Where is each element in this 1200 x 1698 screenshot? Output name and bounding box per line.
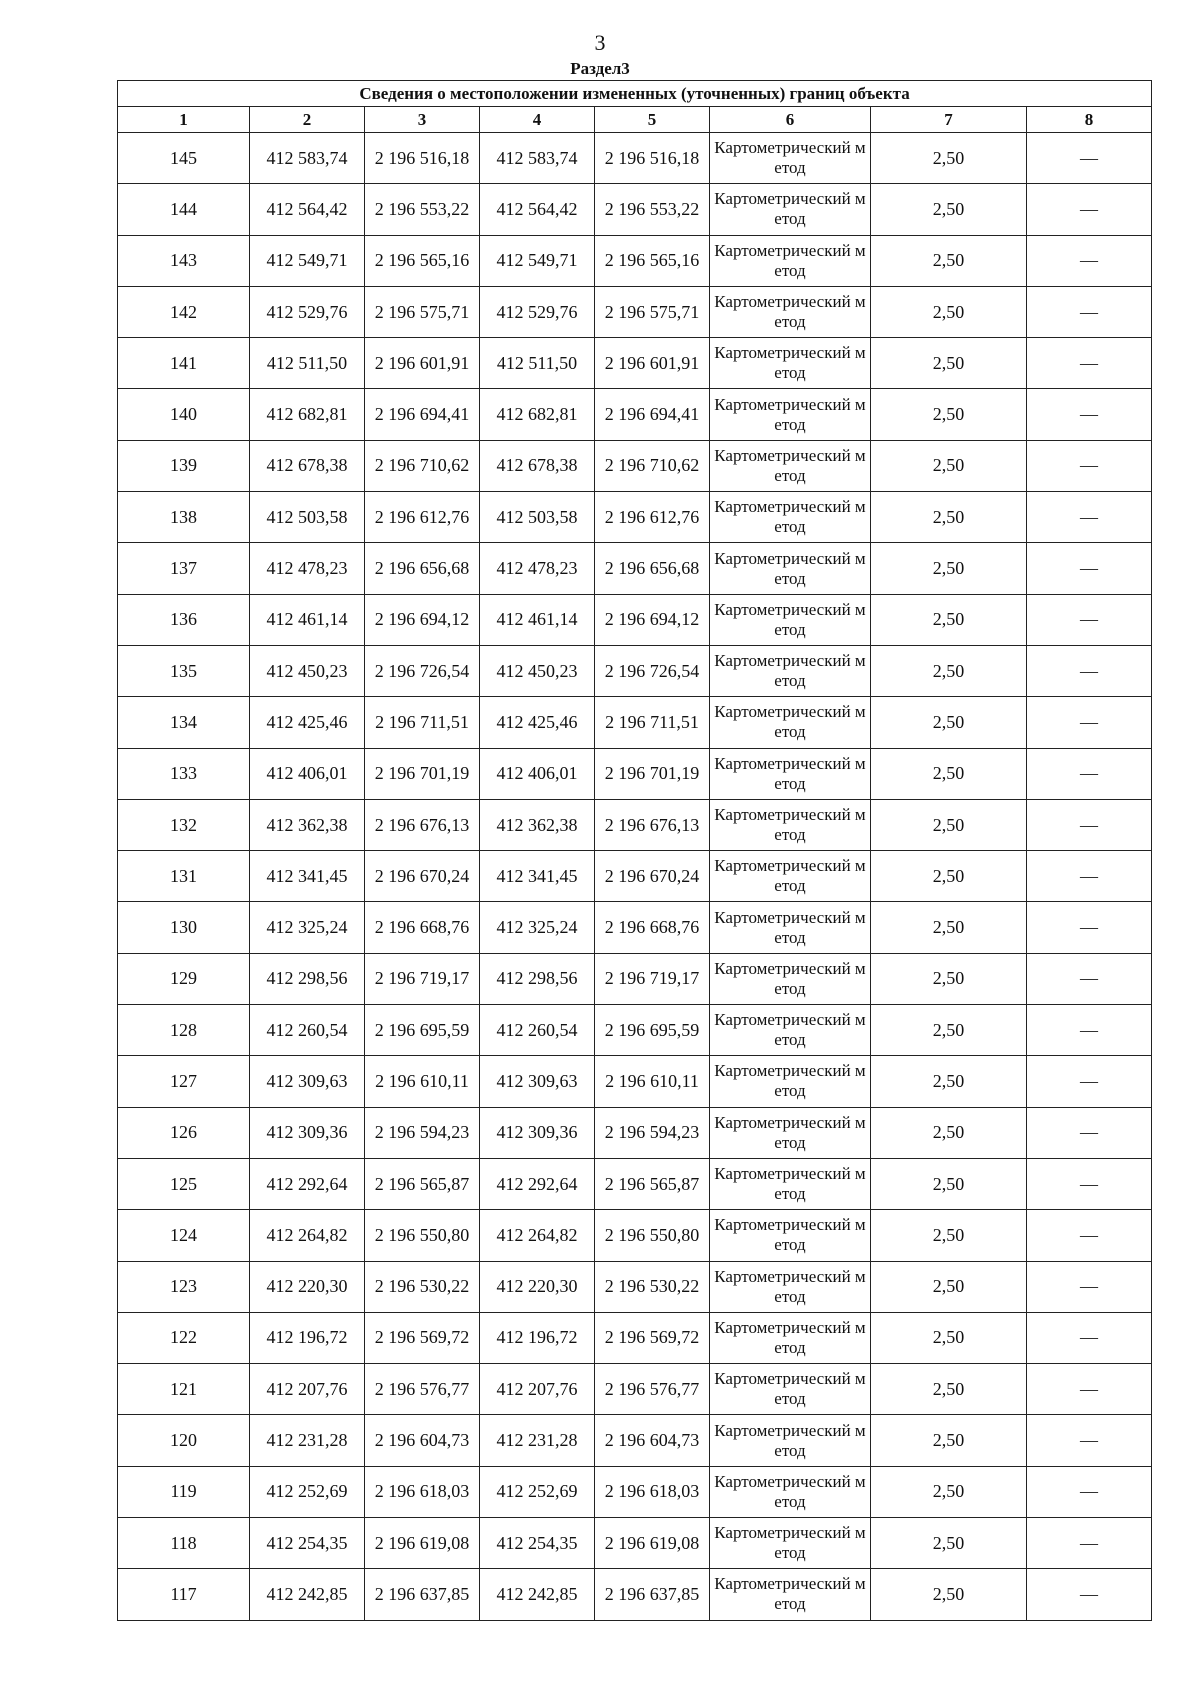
accuracy-cell: 2,50 <box>871 492 1027 543</box>
x-new-cell: 412 231,28 <box>480 1415 595 1466</box>
y-old-cell: 2 196 576,77 <box>365 1364 480 1415</box>
x-new-cell: 412 425,46 <box>480 697 595 748</box>
y-old-cell: 2 196 711,51 <box>365 697 480 748</box>
table-row <box>118 594 1152 645</box>
x-new-cell: 412 511,50 <box>480 338 595 389</box>
y-old-cell: 2 196 553,22 <box>365 184 480 235</box>
y-old-cell: 2 196 530,22 <box>365 1261 480 1312</box>
y-new-cell: 2 196 710,62 <box>595 440 710 491</box>
x-new-cell: 412 549,71 <box>480 235 595 286</box>
x-new-cell: 412 252,69 <box>480 1466 595 1517</box>
coordinates-table <box>117 80 1152 1621</box>
y-new-cell: 2 196 619,08 <box>595 1518 710 1569</box>
y-old-cell: 2 196 670,24 <box>365 851 480 902</box>
point-number-cell: 132 <box>118 799 250 850</box>
y-old-cell: 2 196 619,08 <box>365 1518 480 1569</box>
y-new-cell: 2 196 565,87 <box>595 1158 710 1209</box>
y-new-cell: 2 196 618,03 <box>595 1466 710 1517</box>
y-old-cell: 2 196 726,54 <box>365 645 480 696</box>
column-number-3: 3 <box>365 107 480 133</box>
x-new-cell: 412 207,76 <box>480 1364 595 1415</box>
method-cell: Картометрический метод <box>710 235 871 286</box>
x-new-cell: 412 196,72 <box>480 1312 595 1363</box>
method-cell: Картометрический метод <box>710 1569 871 1620</box>
y-new-cell: 2 196 550,80 <box>595 1210 710 1261</box>
method-cell: Картометрический метод <box>710 1107 871 1158</box>
accuracy-cell: 2,50 <box>871 697 1027 748</box>
accuracy-cell: 2,50 <box>871 1518 1027 1569</box>
x-old-cell: 412 242,85 <box>250 1569 365 1620</box>
x-old-cell: 412 298,56 <box>250 953 365 1004</box>
y-old-cell: 2 196 565,87 <box>365 1158 480 1209</box>
x-old-cell: 412 425,46 <box>250 697 365 748</box>
method-cell: Картометрический метод <box>710 184 871 235</box>
description-cell: — <box>1027 1312 1152 1363</box>
point-number-cell: 118 <box>118 1518 250 1569</box>
point-number-cell: 138 <box>118 492 250 543</box>
x-new-cell: 412 292,64 <box>480 1158 595 1209</box>
x-old-cell: 412 461,14 <box>250 594 365 645</box>
method-cell: Картометрический метод <box>710 286 871 337</box>
accuracy-cell: 2,50 <box>871 1210 1027 1261</box>
y-new-cell: 2 196 594,23 <box>595 1107 710 1158</box>
y-new-cell: 2 196 695,59 <box>595 1005 710 1056</box>
y-new-cell: 2 196 569,72 <box>595 1312 710 1363</box>
point-number-cell: 130 <box>118 902 250 953</box>
method-cell: Картометрический метод <box>710 594 871 645</box>
method-cell: Картометрический метод <box>710 440 871 491</box>
y-old-cell: 2 196 694,12 <box>365 594 480 645</box>
y-old-cell: 2 196 565,16 <box>365 235 480 286</box>
accuracy-cell: 2,50 <box>871 1158 1027 1209</box>
method-cell: Картометрический метод <box>710 1261 871 1312</box>
x-new-cell: 412 678,38 <box>480 440 595 491</box>
description-cell: — <box>1027 1210 1152 1261</box>
point-number-cell: 133 <box>118 748 250 799</box>
method-cell: Картометрический метод <box>710 1312 871 1363</box>
table-row <box>118 1415 1152 1466</box>
x-new-cell: 412 242,85 <box>480 1569 595 1620</box>
point-number-cell: 117 <box>118 1569 250 1620</box>
accuracy-cell: 2,50 <box>871 1261 1027 1312</box>
description-cell: — <box>1027 902 1152 953</box>
table-row <box>118 286 1152 337</box>
y-new-cell: 2 196 711,51 <box>595 697 710 748</box>
y-new-cell: 2 196 694,41 <box>595 389 710 440</box>
column-number-5: 5 <box>595 107 710 133</box>
description-cell: — <box>1027 338 1152 389</box>
accuracy-cell: 2,50 <box>871 851 1027 902</box>
y-new-cell: 2 196 565,16 <box>595 235 710 286</box>
y-old-cell: 2 196 516,18 <box>365 133 480 184</box>
x-old-cell: 412 309,36 <box>250 1107 365 1158</box>
description-cell: — <box>1027 1466 1152 1517</box>
x-old-cell: 412 678,38 <box>250 440 365 491</box>
y-old-cell: 2 196 637,85 <box>365 1569 480 1620</box>
x-new-cell: 412 309,63 <box>480 1056 595 1107</box>
method-cell: Картометрический метод <box>710 1210 871 1261</box>
table-body <box>118 133 1152 1621</box>
y-new-cell: 2 196 670,24 <box>595 851 710 902</box>
accuracy-cell: 2,50 <box>871 799 1027 850</box>
x-new-cell: 412 254,35 <box>480 1518 595 1569</box>
description-cell: — <box>1027 799 1152 850</box>
method-cell: Картометрический метод <box>710 851 871 902</box>
x-old-cell: 412 254,35 <box>250 1518 365 1569</box>
description-cell: — <box>1027 1005 1152 1056</box>
accuracy-cell: 2,50 <box>871 184 1027 235</box>
x-new-cell: 412 450,23 <box>480 645 595 696</box>
column-number-2: 2 <box>250 107 365 133</box>
method-cell: Картометрический метод <box>710 133 871 184</box>
description-cell: — <box>1027 1158 1152 1209</box>
y-new-cell: 2 196 516,18 <box>595 133 710 184</box>
x-old-cell: 412 292,64 <box>250 1158 365 1209</box>
point-number-cell: 131 <box>118 851 250 902</box>
table-row <box>118 851 1152 902</box>
accuracy-cell: 2,50 <box>871 286 1027 337</box>
description-cell: — <box>1027 389 1152 440</box>
table-row <box>118 440 1152 491</box>
x-old-cell: 412 362,38 <box>250 799 365 850</box>
table-row <box>118 748 1152 799</box>
point-number-cell: 141 <box>118 338 250 389</box>
table-row <box>118 338 1152 389</box>
point-number-cell: 124 <box>118 1210 250 1261</box>
accuracy-cell: 2,50 <box>871 1056 1027 1107</box>
y-new-cell: 2 196 601,91 <box>595 338 710 389</box>
y-new-cell: 2 196 676,13 <box>595 799 710 850</box>
table-row <box>118 1261 1152 1312</box>
method-cell: Картометрический метод <box>710 1005 871 1056</box>
y-old-cell: 2 196 618,03 <box>365 1466 480 1517</box>
point-number-cell: 144 <box>118 184 250 235</box>
method-cell: Картометрический метод <box>710 799 871 850</box>
method-cell: Картометрический метод <box>710 645 871 696</box>
description-cell: — <box>1027 184 1152 235</box>
x-new-cell: 412 220,30 <box>480 1261 595 1312</box>
description-cell: — <box>1027 1415 1152 1466</box>
point-number-cell: 139 <box>118 440 250 491</box>
method-cell: Картометрический метод <box>710 1158 871 1209</box>
accuracy-cell: 2,50 <box>871 338 1027 389</box>
method-cell: Картометрический метод <box>710 1466 871 1517</box>
column-number-row <box>118 107 1152 133</box>
accuracy-cell: 2,50 <box>871 1466 1027 1517</box>
point-number-cell: 145 <box>118 133 250 184</box>
description-cell: — <box>1027 953 1152 1004</box>
x-new-cell: 412 264,82 <box>480 1210 595 1261</box>
y-new-cell: 2 196 576,77 <box>595 1364 710 1415</box>
x-old-cell: 412 529,76 <box>250 286 365 337</box>
y-new-cell: 2 196 553,22 <box>595 184 710 235</box>
method-cell: Картометрический метод <box>710 543 871 594</box>
method-cell: Картометрический метод <box>710 1518 871 1569</box>
table-row <box>118 645 1152 696</box>
point-number-cell: 129 <box>118 953 250 1004</box>
x-old-cell: 412 325,24 <box>250 902 365 953</box>
x-new-cell: 412 298,56 <box>480 953 595 1004</box>
table-row <box>118 1466 1152 1517</box>
accuracy-cell: 2,50 <box>871 235 1027 286</box>
point-number-cell: 134 <box>118 697 250 748</box>
x-old-cell: 412 264,82 <box>250 1210 365 1261</box>
table-row <box>118 799 1152 850</box>
description-cell: — <box>1027 645 1152 696</box>
point-number-cell: 121 <box>118 1364 250 1415</box>
table-row <box>118 184 1152 235</box>
y-old-cell: 2 196 668,76 <box>365 902 480 953</box>
point-number-cell: 126 <box>118 1107 250 1158</box>
y-old-cell: 2 196 601,91 <box>365 338 480 389</box>
x-old-cell: 412 503,58 <box>250 492 365 543</box>
table-row <box>118 902 1152 953</box>
point-number-cell: 135 <box>118 645 250 696</box>
y-old-cell: 2 196 694,41 <box>365 389 480 440</box>
point-number-cell: 123 <box>118 1261 250 1312</box>
table-row <box>118 1210 1152 1261</box>
point-number-cell: 127 <box>118 1056 250 1107</box>
point-number-cell: 120 <box>118 1415 250 1466</box>
x-new-cell: 412 309,36 <box>480 1107 595 1158</box>
table-row <box>118 697 1152 748</box>
table-row <box>118 1107 1152 1158</box>
table-row <box>118 1312 1152 1363</box>
table-row <box>118 1056 1152 1107</box>
point-number-cell: 122 <box>118 1312 250 1363</box>
x-old-cell: 412 196,72 <box>250 1312 365 1363</box>
x-old-cell: 412 450,23 <box>250 645 365 696</box>
point-number-cell: 119 <box>118 1466 250 1517</box>
description-cell: — <box>1027 748 1152 799</box>
table-row <box>118 235 1152 286</box>
table-row <box>118 543 1152 594</box>
y-old-cell: 2 196 719,17 <box>365 953 480 1004</box>
method-cell: Картометрический метод <box>710 338 871 389</box>
y-new-cell: 2 196 668,76 <box>595 902 710 953</box>
x-old-cell: 412 406,01 <box>250 748 365 799</box>
method-cell: Картометрический метод <box>710 697 871 748</box>
method-cell: Картометрический метод <box>710 1364 871 1415</box>
description-cell: — <box>1027 133 1152 184</box>
y-old-cell: 2 196 612,76 <box>365 492 480 543</box>
accuracy-cell: 2,50 <box>871 1312 1027 1363</box>
y-new-cell: 2 196 719,17 <box>595 953 710 1004</box>
y-new-cell: 2 196 701,19 <box>595 748 710 799</box>
description-cell: — <box>1027 1056 1152 1107</box>
description-cell: — <box>1027 1107 1152 1158</box>
y-new-cell: 2 196 530,22 <box>595 1261 710 1312</box>
table-row <box>118 1158 1152 1209</box>
y-new-cell: 2 196 637,85 <box>595 1569 710 1620</box>
y-new-cell: 2 196 694,12 <box>595 594 710 645</box>
method-cell: Картометрический метод <box>710 1415 871 1466</box>
x-new-cell: 412 461,14 <box>480 594 595 645</box>
description-cell: — <box>1027 594 1152 645</box>
y-old-cell: 2 196 569,72 <box>365 1312 480 1363</box>
x-new-cell: 412 682,81 <box>480 389 595 440</box>
y-old-cell: 2 196 695,59 <box>365 1005 480 1056</box>
table-row <box>118 1364 1152 1415</box>
point-number-cell: 137 <box>118 543 250 594</box>
description-cell: — <box>1027 851 1152 902</box>
point-number-cell: 142 <box>118 286 250 337</box>
column-number-1: 1 <box>118 107 250 133</box>
description-cell: — <box>1027 1364 1152 1415</box>
table-row <box>118 1569 1152 1620</box>
x-new-cell: 412 341,45 <box>480 851 595 902</box>
x-new-cell: 412 406,01 <box>480 748 595 799</box>
x-old-cell: 412 309,63 <box>250 1056 365 1107</box>
point-number-cell: 136 <box>118 594 250 645</box>
method-cell: Картометрический метод <box>710 748 871 799</box>
accuracy-cell: 2,50 <box>871 543 1027 594</box>
point-number-cell: 140 <box>118 389 250 440</box>
y-new-cell: 2 196 656,68 <box>595 543 710 594</box>
y-new-cell: 2 196 726,54 <box>595 645 710 696</box>
accuracy-cell: 2,50 <box>871 1569 1027 1620</box>
description-cell: — <box>1027 235 1152 286</box>
accuracy-cell: 2,50 <box>871 1415 1027 1466</box>
accuracy-cell: 2,50 <box>871 1107 1027 1158</box>
description-cell: — <box>1027 492 1152 543</box>
method-cell: Картометрический метод <box>710 1056 871 1107</box>
method-cell: Картометрический метод <box>710 389 871 440</box>
page-number: 3 <box>594 30 606 55</box>
section-title: Раздел3 <box>570 59 630 78</box>
x-old-cell: 412 583,74 <box>250 133 365 184</box>
point-number-cell: 128 <box>118 1005 250 1056</box>
accuracy-cell: 2,50 <box>871 902 1027 953</box>
x-old-cell: 412 564,42 <box>250 184 365 235</box>
method-cell: Картометрический метод <box>710 953 871 1004</box>
y-new-cell: 2 196 612,76 <box>595 492 710 543</box>
table-row <box>118 1005 1152 1056</box>
y-old-cell: 2 196 594,23 <box>365 1107 480 1158</box>
description-cell: — <box>1027 1261 1152 1312</box>
y-old-cell: 2 196 604,73 <box>365 1415 480 1466</box>
column-number-7: 7 <box>871 107 1027 133</box>
column-number-4: 4 <box>480 107 595 133</box>
table-row <box>118 133 1152 184</box>
table-row <box>118 492 1152 543</box>
accuracy-cell: 2,50 <box>871 748 1027 799</box>
x-old-cell: 412 682,81 <box>250 389 365 440</box>
x-new-cell: 412 260,54 <box>480 1005 595 1056</box>
x-old-cell: 412 252,69 <box>250 1466 365 1517</box>
description-cell: — <box>1027 543 1152 594</box>
point-number-cell: 143 <box>118 235 250 286</box>
accuracy-cell: 2,50 <box>871 389 1027 440</box>
accuracy-cell: 2,50 <box>871 594 1027 645</box>
x-new-cell: 412 503,58 <box>480 492 595 543</box>
description-cell: — <box>1027 697 1152 748</box>
method-cell: Картометрический метод <box>710 902 871 953</box>
table-row <box>118 389 1152 440</box>
method-cell: Картометрический метод <box>710 492 871 543</box>
x-old-cell: 412 220,30 <box>250 1261 365 1312</box>
x-new-cell: 412 478,23 <box>480 543 595 594</box>
x-old-cell: 412 207,76 <box>250 1364 365 1415</box>
x-old-cell: 412 478,23 <box>250 543 365 594</box>
x-new-cell: 412 325,24 <box>480 902 595 953</box>
x-old-cell: 412 341,45 <box>250 851 365 902</box>
y-old-cell: 2 196 550,80 <box>365 1210 480 1261</box>
description-cell: — <box>1027 286 1152 337</box>
accuracy-cell: 2,50 <box>871 440 1027 491</box>
y-old-cell: 2 196 710,62 <box>365 440 480 491</box>
table-caption: Сведения о местоположении измененных (уточненных) границ объекта <box>118 81 1152 107</box>
x-old-cell: 412 260,54 <box>250 1005 365 1056</box>
y-old-cell: 2 196 676,13 <box>365 799 480 850</box>
accuracy-cell: 2,50 <box>871 1005 1027 1056</box>
y-new-cell: 2 196 575,71 <box>595 286 710 337</box>
y-new-cell: 2 196 610,11 <box>595 1056 710 1107</box>
table-row <box>118 953 1152 1004</box>
x-old-cell: 412 511,50 <box>250 338 365 389</box>
y-old-cell: 2 196 656,68 <box>365 543 480 594</box>
x-new-cell: 412 362,38 <box>480 799 595 850</box>
accuracy-cell: 2,50 <box>871 1364 1027 1415</box>
x-new-cell: 412 583,74 <box>480 133 595 184</box>
column-number-6: 6 <box>710 107 871 133</box>
accuracy-cell: 2,50 <box>871 953 1027 1004</box>
accuracy-cell: 2,50 <box>871 133 1027 184</box>
x-old-cell: 412 231,28 <box>250 1415 365 1466</box>
y-old-cell: 2 196 701,19 <box>365 748 480 799</box>
description-cell: — <box>1027 1518 1152 1569</box>
y-old-cell: 2 196 610,11 <box>365 1056 480 1107</box>
point-number-cell: 125 <box>118 1158 250 1209</box>
column-number-8: 8 <box>1027 107 1152 133</box>
y-new-cell: 2 196 604,73 <box>595 1415 710 1466</box>
x-new-cell: 412 564,42 <box>480 184 595 235</box>
x-old-cell: 412 549,71 <box>250 235 365 286</box>
table-row <box>118 1518 1152 1569</box>
description-cell: — <box>1027 1569 1152 1620</box>
y-old-cell: 2 196 575,71 <box>365 286 480 337</box>
description-cell: — <box>1027 440 1152 491</box>
accuracy-cell: 2,50 <box>871 645 1027 696</box>
x-new-cell: 412 529,76 <box>480 286 595 337</box>
